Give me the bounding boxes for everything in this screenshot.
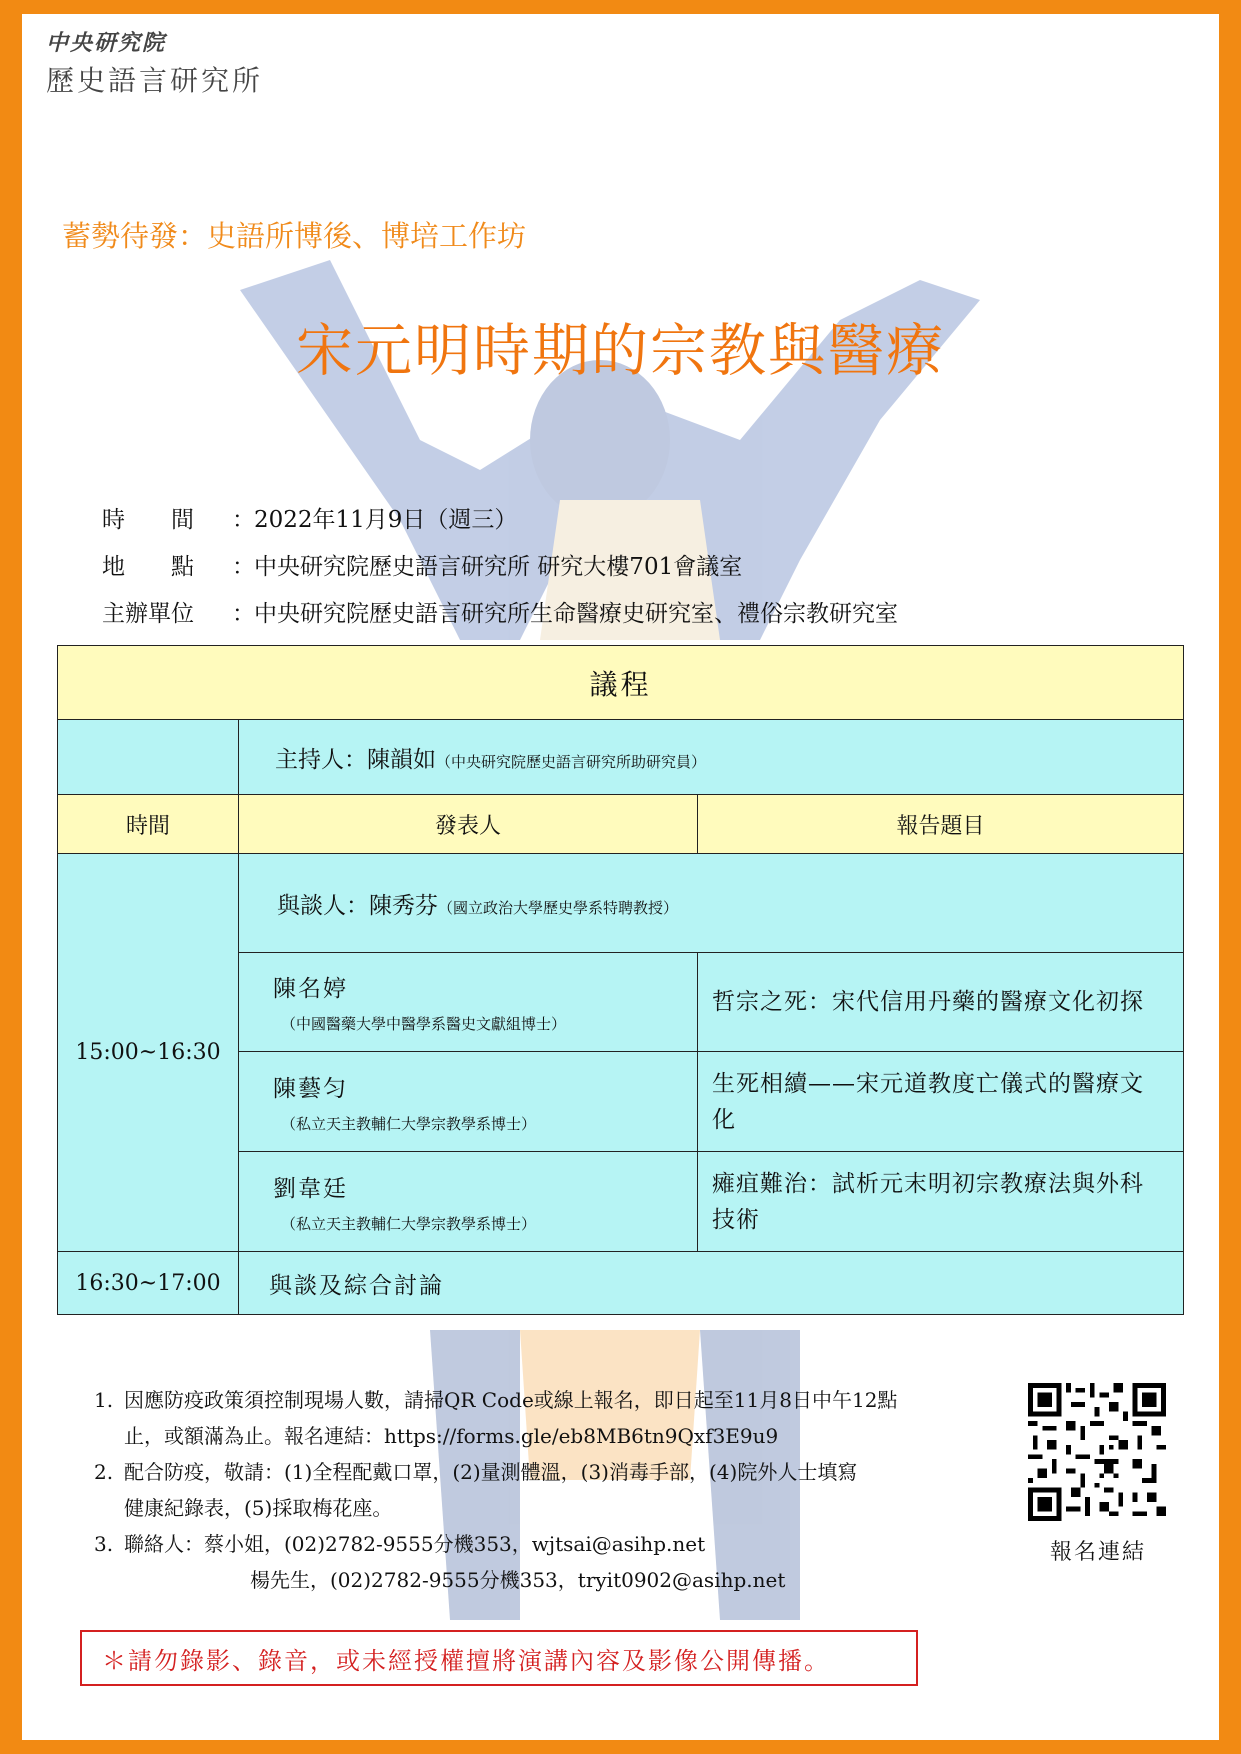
column-header-presenter: 發表人 bbox=[239, 795, 698, 854]
column-header-topic: 報告題目 bbox=[698, 795, 1184, 854]
chair-affiliation: （中央研究院歷史語言研究所助研究員） bbox=[436, 752, 707, 771]
presentation-topic: 哲宗之死：宋代信用丹藥的醫療文化初探 bbox=[698, 953, 1184, 1052]
chair-cell bbox=[239, 720, 1184, 795]
presenter-cell bbox=[239, 953, 698, 1052]
contact-line[interactable]: 楊先生，(02)2782-9555分機353，tryit0902@asihp.net bbox=[250, 1568, 786, 1592]
event-info bbox=[102, 494, 898, 635]
info-value: 中央研究院歷史語言研究所 研究大樓701會議室 bbox=[254, 554, 743, 580]
note-number: 1. bbox=[94, 1388, 114, 1412]
info-row-venue: 地 點 ： 中央研究院歷史語言研究所 研究大樓701會議室 bbox=[102, 541, 898, 588]
discussant-name: 與談人：陳秀芬 bbox=[277, 892, 438, 919]
contact-line[interactable]: 聯絡人：蔡小姐，(02)2782-9555分機353，wjtsai@asihp.net bbox=[124, 1532, 706, 1556]
note-line: 健康紀錄表，(5)採取梅花座。 bbox=[124, 1496, 393, 1520]
list-item bbox=[94, 1454, 994, 1526]
list-item bbox=[94, 1382, 994, 1454]
table-row bbox=[58, 1252, 1184, 1315]
info-label: 時 間 bbox=[102, 507, 194, 533]
notes-list bbox=[94, 1382, 994, 1598]
presentation-topic: 瘫疽難治：試析元末明初宗教療法與外科技術 bbox=[698, 1152, 1184, 1252]
info-value: 2022年11月9日（週三） bbox=[254, 507, 518, 533]
info-row-time: 時 間 ： 2022年11月9日（週三） bbox=[102, 494, 898, 541]
presenter-affiliation: （私立天主教輔仁大學宗教學系博士） bbox=[281, 1214, 537, 1233]
column-header-time: 時間 bbox=[58, 795, 239, 854]
info-label: 主辦單位 bbox=[102, 601, 194, 627]
list-item bbox=[94, 1526, 994, 1598]
qr-code-icon[interactable] bbox=[1028, 1383, 1166, 1521]
institution-logo bbox=[46, 26, 263, 99]
session-time: 15:00~16:30 bbox=[58, 854, 239, 1252]
workshop-subtitle: 蓄勢待發：史語所博後、博培工作坊 bbox=[62, 219, 527, 253]
discussant-cell bbox=[239, 854, 1184, 953]
info-label: 地 點 bbox=[102, 554, 194, 580]
note-number: 2. bbox=[94, 1460, 114, 1484]
info-value: 中央研究院歷史語言研究所生命醫療史研究室、禮俗宗教研究室 bbox=[254, 601, 898, 627]
presenter-name: 劉韋廷 bbox=[273, 1175, 348, 1202]
presenter-affiliation: （私立天主教輔仁大學宗教學系博士） bbox=[281, 1114, 537, 1133]
closing-time: 16:30~17:00 bbox=[58, 1252, 239, 1315]
presentation-topic: 生死相續——宋元道教度亡儀式的醫療文化 bbox=[698, 1052, 1184, 1152]
page-title: 宋元明時期的宗教與醫療 bbox=[296, 318, 945, 384]
note-line: 因應防疫政策須控制現場人數，請掃QR Code或線上報名，即日起至11月8日中午12點 bbox=[124, 1388, 898, 1412]
logo-line-2: 歷史語言研究所 bbox=[46, 64, 264, 97]
qr-label: 報名連結 bbox=[1050, 1540, 1147, 1565]
note-line: 配合防疫，敬請：(1)全程配戴口罩，(2)量測體溫，(3)消毒手部，(4)院外人士填寫 bbox=[124, 1460, 858, 1484]
presenter-name: 陳藝匀 bbox=[273, 1075, 348, 1102]
closing-label: 與談及綜合討論 bbox=[239, 1252, 1184, 1315]
note-number: 3. bbox=[94, 1532, 114, 1556]
recording-warning: ＊請勿錄影、錄音，或未經授權擅將演講內容及影像公開傳播。 bbox=[80, 1630, 918, 1686]
registration-link[interactable]: 止，或額滿為止。報名連結：https://forms.gle/eb8MB6tn9Qxf3E9u9 bbox=[124, 1424, 779, 1448]
agenda-table bbox=[57, 645, 1184, 1315]
presenter-name: 陳名婷 bbox=[273, 976, 348, 1002]
empty-cell bbox=[58, 720, 239, 795]
chair-name: 主持人：陳韻如 bbox=[275, 746, 436, 773]
logo-line-1: 中央研究院 bbox=[46, 30, 167, 56]
info-row-organizer: 主辦單位 ： 中央研究院歷史語言研究所生命醫療史研究室、禮俗宗教研究室 bbox=[102, 588, 898, 635]
presenter-affiliation: （中國醫藥大學中醫學系醫史文獻組博士） bbox=[281, 1015, 567, 1033]
agenda-heading: 議程 bbox=[58, 646, 1184, 720]
presenter-cell bbox=[239, 1052, 698, 1152]
presenter-cell bbox=[239, 1152, 698, 1252]
discussant-affiliation: （國立政治大學歷史學系特聘教授） bbox=[438, 898, 679, 917]
